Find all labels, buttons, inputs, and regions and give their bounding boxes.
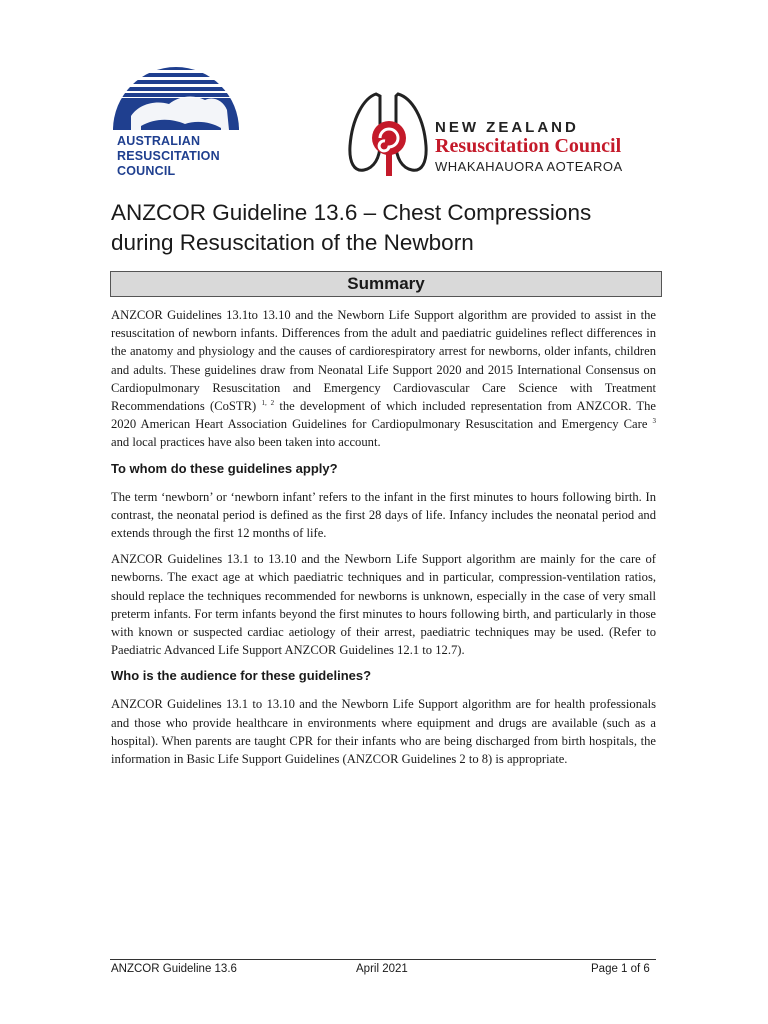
lungs-koru-icon	[346, 88, 432, 180]
summary-text-part3: and local practices have also been taken into account.	[111, 435, 381, 450]
arc-emblem-icon	[111, 38, 241, 138]
summary-paragraph	[111, 306, 656, 452]
footer-divider	[110, 959, 656, 960]
title-line-2: during Resuscitation of the Newborn	[111, 230, 474, 255]
summary-text-part1: ANZCOR Guidelines 13.1to 13.10 and the Newborn Life Support algorithm are provided to assist in the resuscitation of newborn infants. Differences from the adult and paediatric guidelines reflect differences in the anatomy and physiology and the causes of cardiorespiratory arrest for newborns, older infants, children and adults. These guidelines draw from Neonatal Life Support 2020 and 2015 International Consensus on Cardiopulmonary Resuscitation and Emergency Cardiovascular Care Science with Treatment Recommendations (CoSTR)	[111, 308, 656, 414]
scope-paragraph: ANZCOR Guidelines 13.1 to 13.10 and the Newborn Life Support algorithm are mainly for the care of newborns. The exact age at which paediatric techniques and in particular, compression-ventilation ratios, should replace the techniques recommended for newborns is unknown, especially in the case of very small preterm infants. For term infants beyond the first minutes to hours following birth, and particularly in those with known or suspected cardiac aetiology of their arrest, paediatric techniques may be used. (Refer to Paediatric Advanced Life Support ANZCOR Guidelines 12.1 to 12.7).	[111, 552, 656, 658]
arc-wordmark	[117, 134, 220, 179]
citation-superscript-3: 3	[652, 417, 656, 426]
nzrc-name-line1: NEW ZEALAND	[435, 119, 579, 136]
citation-superscript-1-2: 1, 2	[261, 399, 275, 408]
title-line-1: ANZCOR Guideline 13.6 – Chest Compressions	[111, 200, 592, 225]
nz-resuscitation-council-logo	[346, 88, 646, 180]
summary-text-part2: the development of which included representation from ANZCOR. The 2020 American Heart Association Guidelines for Cardiopulmonary Resuscitation and Emergency Care	[111, 399, 656, 432]
arc-name-line2: RESUSCITATION	[117, 149, 220, 163]
document-title	[111, 198, 671, 258]
newborn-definition-paragraph: The term ‘newborn’ or ‘newborn infant’ refers to the infant in the first minutes to hours following birth. In contrast, the neonatal period is defined as the first 28 days of life. Infancy includes the neonatal period and extends through the first 12 months of life.	[111, 489, 656, 541]
footer-guideline-name: ANZCOR Guideline 13.6	[111, 963, 237, 975]
footer-date: April 2021	[356, 963, 408, 975]
section-heading-applicability: To whom do these guidelines apply?	[111, 460, 338, 476]
document-body	[111, 306, 656, 776]
section-heading-audience: Who is the audience for these guidelines?	[111, 668, 372, 684]
arc-name-line1: AUSTRALIAN	[117, 134, 201, 148]
arc-name-line3: COUNCIL	[117, 164, 176, 178]
nzrc-name-line3: WHAKAHAUORA AOTEAROA	[435, 159, 623, 174]
summary-heading: Summary	[110, 271, 662, 297]
australian-resuscitation-council-logo	[111, 38, 241, 183]
footer-page-number: Page 1 of 6	[591, 963, 650, 975]
nzrc-name-line2: Resuscitation Council	[435, 135, 622, 157]
audience-paragraph: ANZCOR Guidelines 13.1 to 13.10 and the Newborn Life Support algorithm are for health professionals and those who provide healthcare in environments where equipment and drugs are available (such as a hospital). When parents are taught CPR for their infants who are being discharged from birth hospitals, the information in Basic Life Support Guidelines (ANZCOR Guidelines 2 to 8) is appropriate.	[111, 697, 656, 767]
